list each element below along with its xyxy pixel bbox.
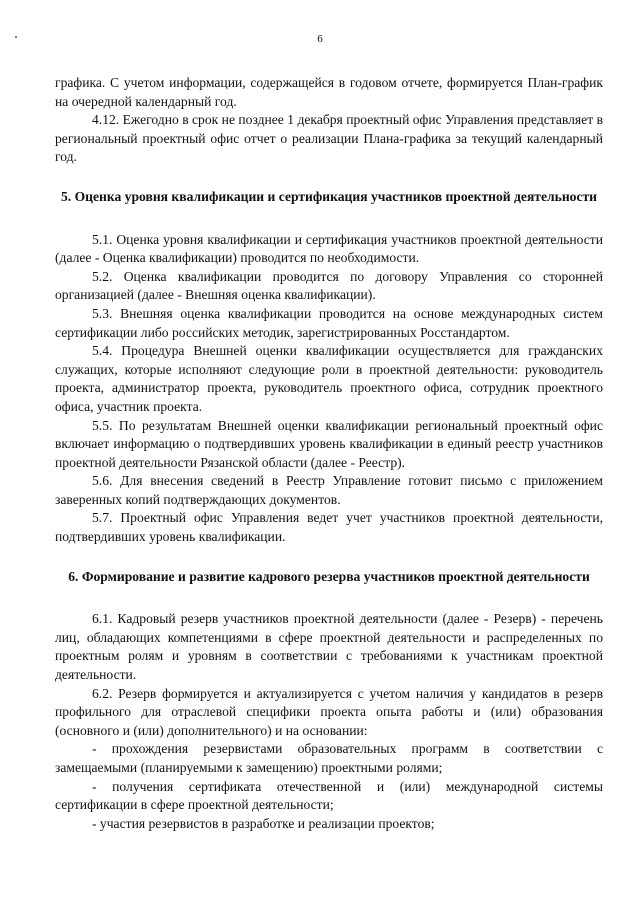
list-item-training: - прохождения резервистами образовательных программ в соответствии с замещаемыми (планируемыми к замещению) проектными ролями; [55,741,603,775]
section-5-heading: 5. Оценка уровня квалификации и сертификация участников проектной деятельности [60,188,597,204]
paragraph-5-1: 5.1. Оценка уровня квалификации и сертификация участников проектной деятельности (далее - Оценка квалификации) проводится по необходимости. [55,231,603,266]
paragraph-continuation: графика. С учетом информации, содержащейся в годовом отчете, формируется План-график на очередной календарный год. [55,75,603,109]
paragraph-6-2: 6.2. Резерв формируется и актуализируется с учетом наличия у кандидатов в резерв профильного для отраслевой специфики проекта опыта работы и (или) образования (основного и (или) дополнительного) и на основании: [55,685,603,738]
paragraph-5-5: 5.5. По результатам Внешней оценки квалификации региональный проектный офис включает информацию о подтвердивших уровень квалификации в единый реестр участников проектной деятельности Рязанской области (далее - Реестр). [55,417,603,470]
section-6-heading: 6. Формирование и развитие кадрового резерва участников проектной деятельности [68,568,590,584]
paragraph-5-4: 5.4. Процедура Внешней оценки квалификации осуществляется для гражданских служащих, которые исполняют следующие роли в проектной деятельности: руководитель проекта, администратор проекта, руководитель проектного офиса, сотрудник проектного офиса, участник проекта. [55,343,603,414]
paragraph-5-2: 5.2. Оценка квалификации проводится по договору Управления со сторонней организацией (далее - Внешняя оценка квалификации). [55,268,603,303]
paragraph-6-1: 6.1. Кадровый резерв участников проектной деятельности (далее - Резерв) - перечень лиц, обладающих компетенциями в сфере проектной деятельности и распределенных по проектным ролям и уровням в соответствии с требованиями к участникам проектной деятельности. [55,611,603,683]
paragraph-5-3: 5.3. Внешняя оценка квалификации проводится на основе международных систем сертификации либо российских методик, зарегистрированных Росстандартом. [55,305,603,340]
paragraph-5-7: 5.7. Проектный офис Управления ведет учет участников проектной деятельности, подтвердивших уровень квалификации. [55,510,603,545]
list-item-projects: - участия резервистов в разработке и реализации проектов; [92,815,435,831]
list-item-certificate: - получения сертификата отечественной и (или) международной системы сертификации в сфере проектной деятельности; [55,778,603,813]
paragraph-4-12: 4.12. Ежегодно в срок не позднее 1 декабря проектный офис Управления представляет в региональный проектный офис отчет о реализации Плана-графика за текущий календарный год. [55,112,603,165]
page-number: 6 [317,33,323,45]
paragraph-5-6: 5.6. Для внесения сведений в Реестр Управление готовит письмо с приложением заверенных копий подтверждающих документов. [55,473,603,507]
document-body [55,74,603,833]
